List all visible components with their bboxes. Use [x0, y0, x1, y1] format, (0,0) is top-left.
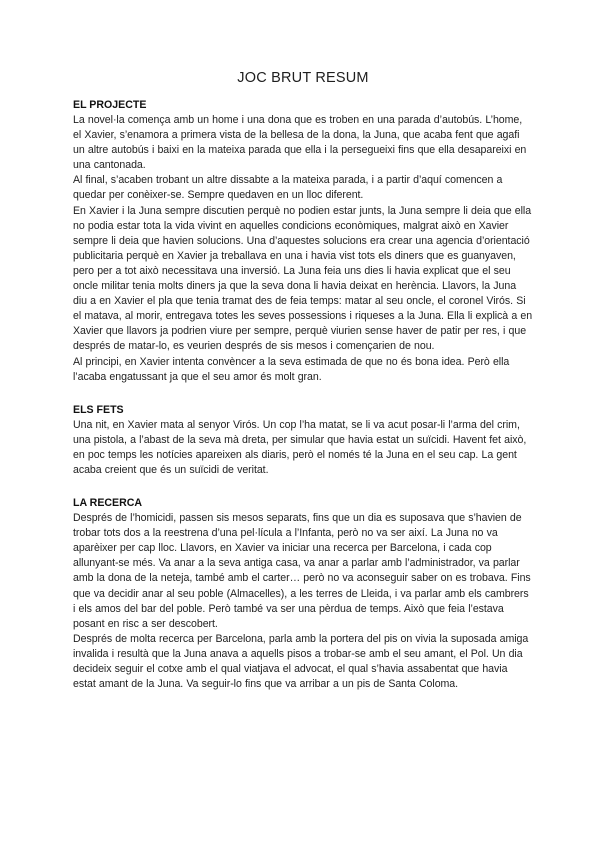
section-heading: EL PROJECTE — [73, 99, 147, 111]
section-el-projecte — [73, 98, 533, 385]
paragraph: Després de l’homicidi, passen sis mesos separats, fins que un dia es suposava que s’havien de trobar tots dos a la reestrena d’una pel·lícula a l’Infanta, però no va ser així. La Juna no va aparèixer per cap lloc. Llavors, en Xavier va iniciar una recerca per Barcelona, i cada cop allunyant-se més. Va anar a la seva antiga casa, va anar a parlar amb l’administrador, va parlar amb la dona de la neteja, també amb el carter… però no va aconseguir saber on es trobava. Fins que va decidir anar al seu poble (Almacelles), a les terres de Lleida, i va parlar amb els cambrers i els amos del bar del poble. Però també va ser una pèrdua de temps. Això que feia l’estava posant en risc a ser descobert. — [73, 512, 531, 630]
document-page — [73, 70, 533, 692]
paragraph: La novel·la comença amb un home i una dona que es troben en una parada d’autobús. L’home, el Xavier, s’enamora a primera vista de la bellesa de la dona, la Juna, que acaba fent que agafi un altre autobús i baixi en la mateixa parada que ella i la persegueixi fins que ella desapareixi en una cantonada. — [73, 114, 527, 172]
document-title: JOC BRUT RESUM — [237, 70, 369, 86]
paragraph: Al final, s’acaben trobant un altre dissabte a la mateixa parada, i a partir d’aquí comencen a quedar per conèixer-se. Sempre quedaven en un lloc diferent. — [73, 174, 503, 202]
section-la-recerca — [73, 496, 533, 692]
section-heading: LA RECERCA — [73, 497, 143, 510]
paragraph: En Xavier i la Juna sempre discutien perquè no podien estar junts, la Juna sempre li deia que ella no podia estar tota la vida vivint en aquelles condicions econòmiques, malgrat això en Xavier sempre li deia que havien solucions. Una d’aquestes solucions era crear una agencia d’orientació publicitaria perquè en Xavier ja treballava en una i havia vist tots els diners que es guanyaven, pero per a tot això necessitava una inversió. La Juna feia uns dies li havia explicat que el seu oncle militar tenia molts diners ja que la seva dona li havia deixat en herència. Llavors, la Juna diu a en Xavier el pla que tenia tramat des de feia temps: matar al seu oncle, el coronel Virós. Si el matava, al morir, entregava totes les seves possessions i riqueses a la Juna. Ella li explicà a en Xavier que llavors ja podrien viure per sempre, perquè viurien sense haver de patir per res, i que després de matar-lo, es veurien després de sis mesos i començarien de nou. — [73, 204, 533, 353]
paragraph: Una nit, en Xavier mata al senyor Virós. Un cop l’ha matat, se li va acut posar-li l’arma del crim, una pistola, a l’abast de la seva mà dreta, per simular que havia estat un suïcidi. Havent fet això, en poc temps les notícies apareixen als diaris, però el només té la Juna en el seu cap. La gent acaba creient que és un suïcidi de veritat. — [73, 418, 527, 476]
section-heading: ELS FETS — [73, 403, 124, 416]
section-els-fets — [73, 403, 533, 478]
paragraph: Al principi, en Xavier intenta convèncer a la seva estimada de que no és bona idea. Però ella l’acaba engatussant ja que el seu amor és molt gran. — [73, 355, 510, 383]
paragraph: Després de molta recerca per Barcelona, parla amb la portera del pis on vivia la suposada amiga invalida i resultà que la Juna anava a aquells pisos a trobar-se amb el seu amant, el Pol. Un dia decideix seguir el cotxe amb el qual viatjava el advocat, el qual s’havia assabentat que havia estat amant de la Juna. Va seguir-lo fins que va arribar a un pis de Santa Coloma. — [73, 632, 529, 691]
